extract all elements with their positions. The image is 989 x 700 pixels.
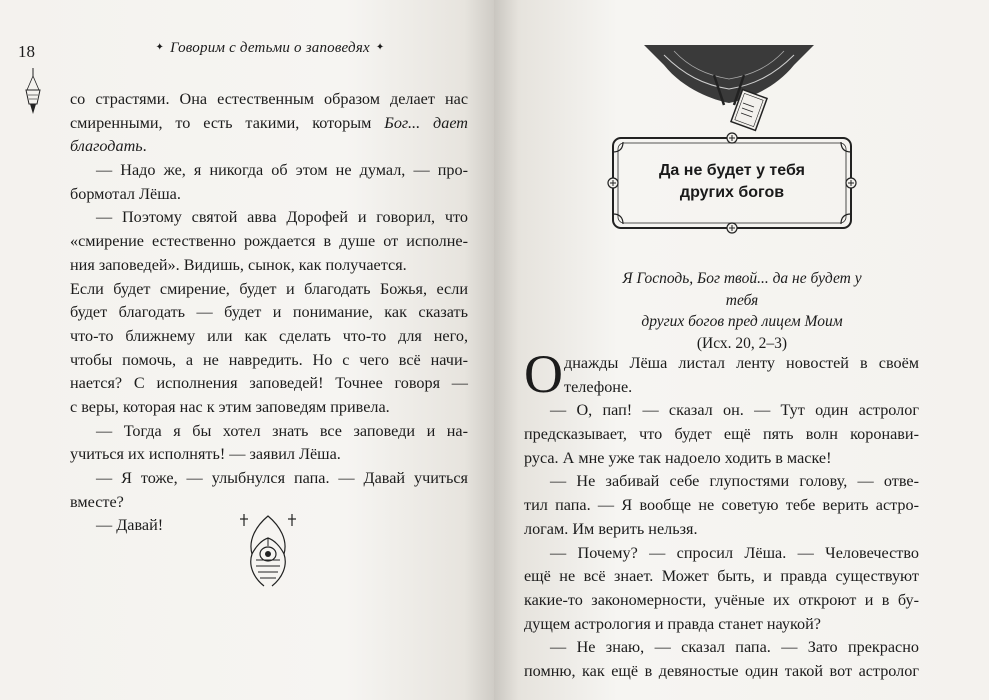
text-line: ещё не всё знает. Может быть, и правда существуют — [524, 567, 919, 586]
text-line — [70, 301, 468, 325]
text-line: — Не забивай себе глупостями голову, — отве- — [550, 472, 919, 491]
running-head — [145, 40, 395, 57]
text-line — [70, 396, 468, 420]
text-segment: нается? С исполнения заповедей! Точнее говоря — — [70, 374, 468, 393]
drop-cap: О — [524, 344, 563, 404]
text-line — [70, 88, 468, 112]
text-segment: . — [142, 137, 147, 156]
text-line — [70, 254, 468, 278]
scripture-epigraph — [612, 268, 872, 354]
text-line — [70, 325, 468, 349]
italic-quote: Бог... дает — [384, 113, 468, 132]
text-segment: с веры, которая нас к этим заповедям привела. — [70, 397, 390, 416]
left-body-text — [70, 88, 468, 538]
text-line: — Не знаю, — сказал папа. — Зато прекрасно — [550, 638, 919, 657]
text-line — [70, 206, 468, 230]
commandment-title-line: Да не будет у тебя — [659, 162, 805, 179]
running-head-text: Говорим с детьми о заповедях — [170, 40, 370, 56]
text-line — [70, 230, 468, 254]
text-segment: ния заповедей». Видишь, сынок, как получается. — [70, 255, 407, 274]
text-line: логам. Им верить нельзя. — [524, 519, 698, 538]
text-segment: «смирение естественно рождается в душе от исполне- — [70, 232, 468, 251]
text-segment: Если будет смирение, будет и благодать Божья, если — [70, 279, 468, 298]
commandment-title-line: других богов — [679, 184, 785, 201]
text-line — [70, 443, 468, 467]
text-segment: что-то ближнему или как сделать что-то для него, — [70, 326, 468, 345]
text-line: телефоне. — [564, 377, 633, 396]
right-body-text — [524, 344, 919, 684]
left-page — [0, 0, 494, 700]
text-segment: учиться их исполнять! — заявил Лёша. — [70, 445, 341, 464]
text-line: помню, как ещё в девяностые один такой вот астролог — [524, 661, 919, 680]
page-number: 18 — [18, 42, 35, 61]
text-line — [70, 135, 468, 159]
title-frame — [607, 132, 857, 234]
text-line — [70, 372, 468, 396]
epigraph-reference: (Исх. 20, 2–3) — [696, 334, 788, 352]
epigraph-line: других богов пред лицем Моим — [641, 313, 843, 330]
text-line: — О, пап! — сказал он. — Тут один астролог — [550, 401, 919, 420]
text-line: какие-то закономерности, учёные их откроют и в бу- — [524, 590, 919, 609]
text-line — [70, 278, 468, 302]
text-segment: — Давай! — [96, 516, 164, 535]
text-segment: — Надо же, я никогда об этом не думал, — про- — [96, 161, 468, 180]
text-line — [70, 112, 468, 136]
text-segment: — Поэтому святой авва Дорофей и говорил, что — [96, 208, 468, 227]
text-segment: бормотал Лёша. — [70, 184, 181, 203]
text-line: днажды Лёша листал ленту новостей в своём — [564, 354, 919, 372]
icon-hands-ornament — [644, 45, 814, 135]
text-line — [70, 349, 468, 373]
star-ornament-icon: ✦ — [375, 42, 385, 53]
text-segment: вместе? — [70, 492, 124, 511]
star-ornament-icon: ✦ — [155, 42, 165, 53]
text-segment: чтобы помочь, а не навредить. Но с чего всё начи- — [70, 350, 468, 369]
text-line: — Почему? — спросил Лёша. — Человечество — [550, 543, 919, 562]
seraph-ornament-icon — [238, 510, 298, 590]
italic-quote: благодать — [70, 137, 143, 156]
text-line: дущем астрология и правда станет наукой? — [524, 614, 821, 633]
text-line — [70, 467, 468, 491]
right-page — [494, 0, 989, 700]
oil-lamp-icon — [24, 68, 42, 118]
text-segment: будет благодать — будет и понимание, как сказать — [70, 303, 468, 322]
epigraph-line: Я Господь, Бог твой... да не будет у тебя — [622, 270, 862, 309]
text-line — [70, 420, 468, 444]
text-line — [70, 183, 468, 207]
text-segment: со страстями. Она естественным образом делает нас — [70, 90, 468, 108]
text-line: предсказывает, что будет ещё пять волн коронави- — [524, 425, 919, 444]
text-line — [70, 159, 468, 183]
text-segment: — Я тоже, — улыбнулся папа. — Давай учиться — [96, 469, 468, 487]
text-line: тил папа. — Я вообще не советую тебе верить астро- — [524, 496, 919, 515]
text-segment: — Тогда я бы хотел знать все заповеди и на- — [96, 421, 468, 440]
text-segment: смиренными, то есть такими, которым — [70, 113, 385, 132]
commandment-title — [607, 160, 857, 204]
text-line: руса. А мне уже так надоело ходить в маске! — [524, 448, 832, 467]
